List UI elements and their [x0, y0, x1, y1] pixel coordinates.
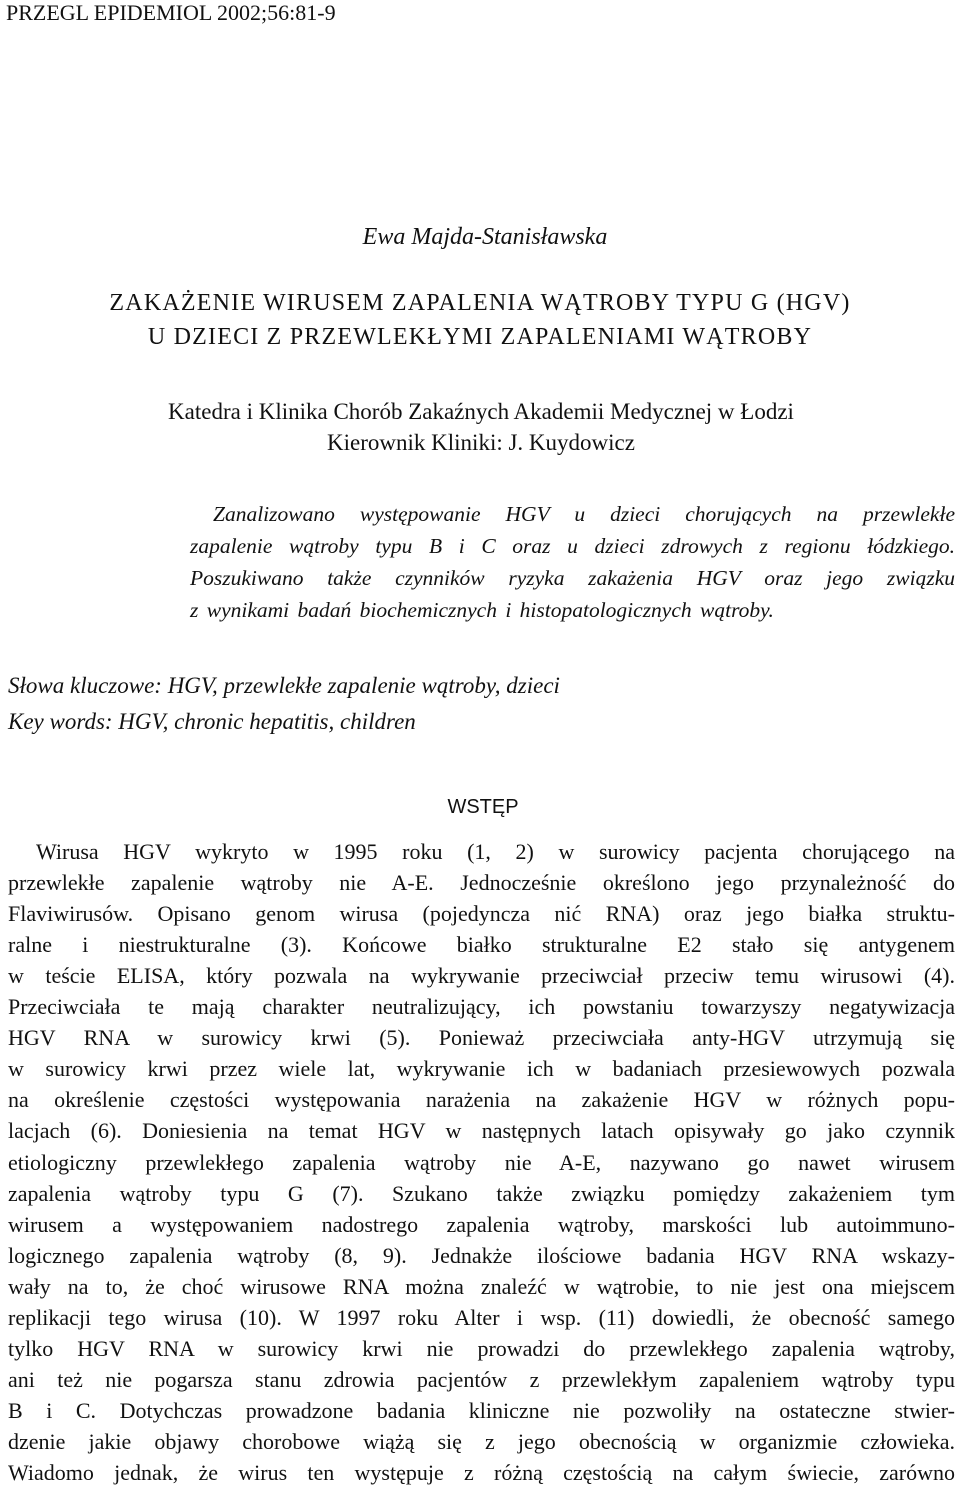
body-line: przewlekłe zapalenie wątroby nie A-E. Jednocześnie określono jego przynależność do [8, 870, 955, 896]
section-heading: WSTĘP [447, 796, 519, 818]
abstract-line: Zanalizowano występowanie HGV u dzieci chorujących na przewlekłe [213, 502, 955, 526]
keywords-polish: Słowa kluczowe: HGV, przewlekłe zapalenie wątroby, dzieci [8, 673, 560, 698]
body-line: Flaviwirusów. Opisano genom wirusa (pojedyncza nić RNA) oraz jego białka struktu- [8, 901, 955, 927]
body-line: HGV RNA w surowicy krwi (5). Ponieważ przeciwciała anty-HGV utrzymują się [8, 1025, 955, 1051]
author-name: Ewa Majda-Stanisławska [362, 224, 608, 250]
affiliation-head: Kierownik Kliniki: J. Kuydowicz [327, 430, 635, 455]
affiliation-institution: Katedra i Klinika Chorób Zakaźnych Akademii Medycznej w Łodzi [168, 399, 794, 424]
body-line: logicznego zapalenia wątroby (8, 9). Jednakże ilościowe badania HGV RNA wskazy- [8, 1242, 955, 1268]
body-line: tylko HGV RNA w surowicy krwi nie prowadzi do przewlekłego zapalenia wątroby, [8, 1335, 955, 1361]
article-title-line: ZAKAŻENIE WIRUSEM ZAPALENIA WĄTROBY TYPU G (HGV) [109, 290, 851, 316]
body-line: etiologiczny przewlekłego zapalenia wątroby nie A-E, nazywano go nawet wirusem [8, 1149, 955, 1175]
body-line: zapalenia wątroby typu G (7). Szukano także związku pomiędzy zakażeniem tym [8, 1180, 955, 1206]
body-line: Wiadomo jednak, że wirus ten występuje z różną częstością na całym świecie, zarówno [8, 1460, 955, 1485]
body-line: wirusem a występowaniem nadostrego zapalenia wątroby, marskości lub autoimmuno- [8, 1211, 955, 1237]
body-line: w teście ELISA, który pozwala na wykrywanie przeciwciał przeciw temu wirusowi (4). [8, 963, 955, 989]
journal-reference: PRZEGL EPIDEMIOL 2002;56:81-9 [6, 0, 336, 25]
body-line: ralne i niestrukturalne (3). Końcowe białko strukturalne E2 stało się antygenem [8, 932, 955, 958]
keywords-english: Key words: HGV, chronic hepatitis, children [8, 709, 416, 734]
body-line: replikacji tego wirusa (10). W 1997 roku Alter i wsp. (11) dowiedli, że obecność samego [8, 1304, 955, 1330]
body-line: w surowicy krwi przez wiele lat, wykrywanie ich w badaniach przesiewowych pozwala [8, 1056, 955, 1082]
body-line: dzenie jakie objawy chorobowe wiążą się z jego obecnością w organizmie człowieka. [8, 1428, 955, 1454]
abstract-line: Poszukiwano także czynników ryzyka zakażenia HGV oraz jego związku [190, 566, 955, 590]
body-line: Przeciwciała te mają charakter neutralizujący, ich powstaniu towarzyszy negatywizacja [8, 994, 955, 1020]
article-title-line: U DZIECI Z PRZEWLEKŁYMI ZAPALENIAMI WĄTROBY [147, 324, 813, 350]
body-line: wały na to, że choć wirusowe RNA można znaleźć w wątrobie, to nie jest ona miejscem [8, 1273, 955, 1299]
body-line: lacjach (6). Doniesienia na temat HGV w następnych latach opisywały go jako czynnik [8, 1118, 955, 1144]
body-line: Wirusa HGV wykryto w 1995 roku (1, 2) w surowicy pacjenta chorującego na [36, 839, 955, 864]
abstract-line: z wynikami badań biochemicznych i histopatologicznych wątroby. [190, 598, 774, 622]
abstract-line: zapalenie wątroby typu B i C oraz u dzieci zdrowych z regionu łódzkiego. [190, 534, 955, 558]
body-line: B i C. Dotychczas prowadzone badania kliniczne nie pozwoliły na ostateczne stwier- [8, 1397, 955, 1423]
body-line: na określenie częstości występowania narażenia na zakażenie HGV w różnych popu- [8, 1087, 955, 1113]
body-line: ani też nie pogarsza stanu zdrowia pacjentów z przewlekłym zapaleniem wątroby typu [8, 1366, 955, 1392]
